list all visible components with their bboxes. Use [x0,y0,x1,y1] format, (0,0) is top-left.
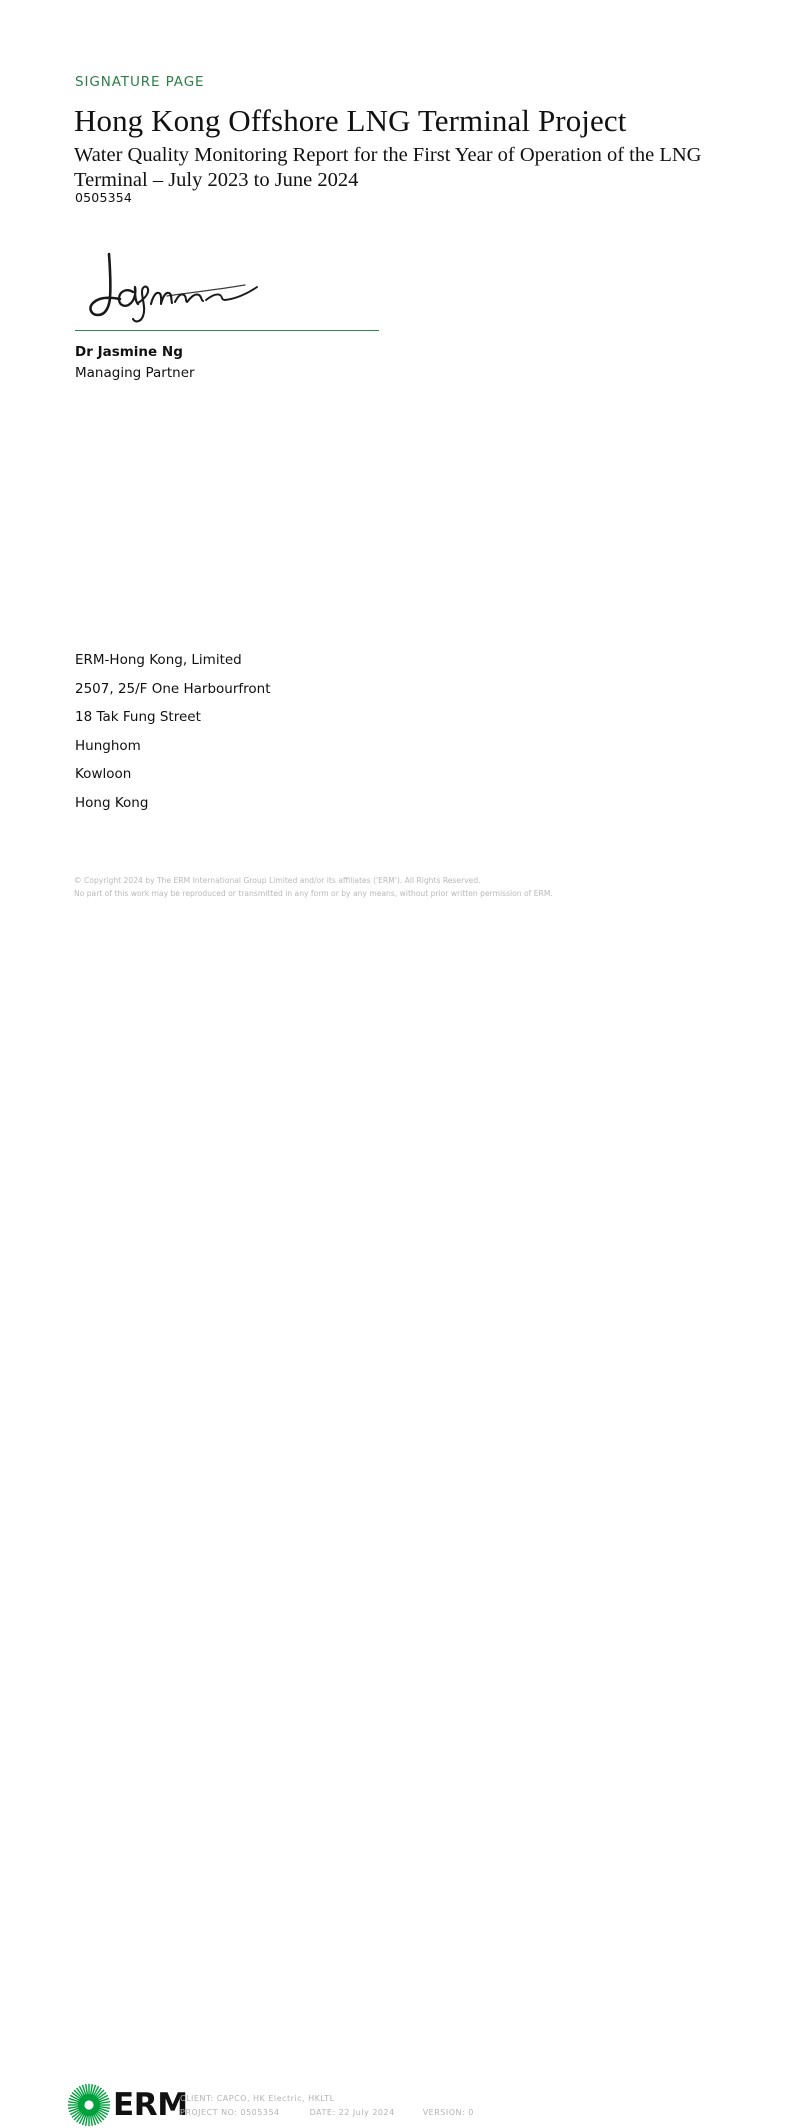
copyright-line: © Copyright 2024 by The ERM International Group Limited and/or its affiliates ('ERM'). All Rights Reserved. [74,876,481,885]
address-line: 2507, 25/F One Harbourfront [75,680,271,697]
address-block [75,646,495,817]
copyright-line: No part of this work may be reproduced or transmitted in any form or by any means, without prior written permission of ERM. [74,889,553,898]
footer-project-no: PROJECT NO: 0505354 [180,2107,280,2117]
footer-metadata [180,2092,740,2119]
footer-details [180,2106,740,2120]
address-line: Kowloon [75,766,132,782]
address-line: 18 Tak Fung Street [75,709,201,725]
erm-wordmark: ERM [113,2087,188,2123]
signer-name: Dr Jasmine Ng [75,344,183,360]
address-line: Hong Kong [75,794,149,811]
page-section-label: SIGNATURE PAGE [75,74,205,90]
page-footer [0,1038,794,2123]
document-number: 0505354 [75,190,133,205]
page-title: Hong Kong Offshore LNG Terminal Project [74,103,627,138]
signature-mark [75,252,380,330]
footer-client: CLIENT: CAPCO, HK Electric, HKLTL [180,2094,335,2103]
page-subtitle: Water Quality Monitoring Report for the First Year of Operation of the LNG Terminal – July 2023 to June 2024 [74,144,702,191]
signer-title: Managing Partner [75,365,195,381]
address-line: Hunghom [75,737,141,754]
copyright-notice [74,874,694,900]
footer-version: VERSION: 0 [422,2107,474,2117]
erm-sunburst-icon [66,2082,112,2128]
footer-date: DATE: 22 July 2024 [309,2107,395,2117]
signature-rule [75,330,379,331]
address-line: ERM-Hong Kong, Limited [75,652,242,668]
